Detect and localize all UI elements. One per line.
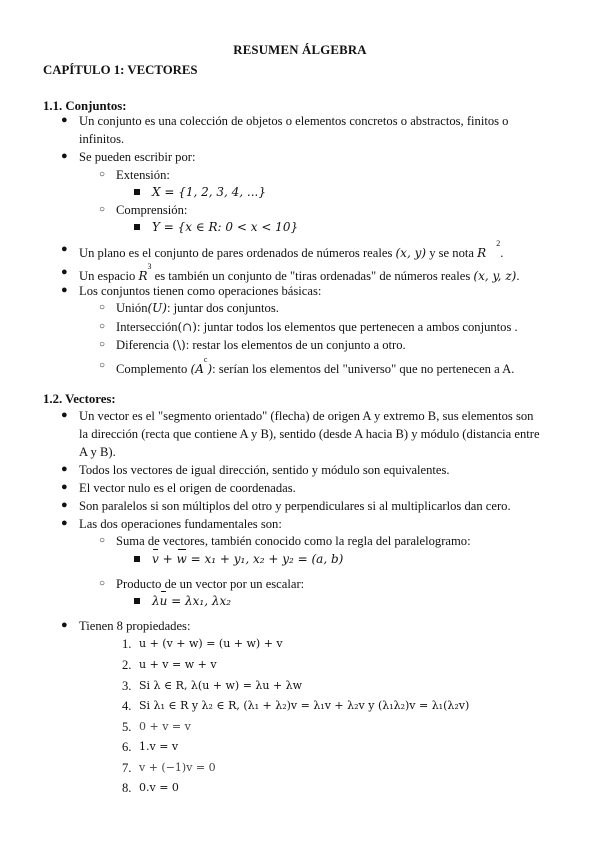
text: : restar los elementos de un conjunto a otro. — [185, 338, 406, 352]
list-item: Producto de un vector por un escalar: — [116, 577, 305, 591]
math-expression: X = {1, 2, 3, 4, ...} — [152, 185, 266, 199]
list-item: El vector nulo es el origen de coordenadas. — [79, 481, 296, 495]
text: Unión — [116, 301, 148, 315]
math-expression-sum — [152, 550, 343, 568]
list-item-complement — [116, 357, 514, 378]
math-expression-product — [152, 592, 231, 610]
vector-u: u — [159, 594, 168, 608]
section-heading-conjuntos: 1.1. Conjuntos: — [43, 99, 127, 113]
list-item: Suma de vectores, también conocido como la regla del paralelogramo: — [116, 534, 471, 548]
math-inline: (\) — [172, 338, 186, 352]
vector-w: w — [176, 552, 187, 566]
math-inline: (x, y) — [395, 246, 427, 261]
bullet-icon: ● — [61, 284, 68, 296]
property-text: v + (−1)v = 0 — [139, 761, 216, 774]
list-item-difference — [116, 336, 406, 354]
property-text: u + v = w + v — [139, 658, 217, 671]
bullet-icon: ● — [61, 499, 68, 511]
text: es también un conjunto de "tiras ordenadas" de números reales — [154, 269, 471, 284]
circle-bullet-icon: ○ — [99, 535, 106, 546]
bullet-icon: ● — [61, 114, 68, 126]
circle-bullet-icon: ○ — [99, 169, 106, 180]
list-item-continuation: la dirección (recta que contiene A y B), sentido (desde A hacia B) y módulo (distancia entre — [79, 427, 540, 441]
text: : serían los elementos del "universo" que no pertenecen a A. — [212, 362, 515, 377]
bullet-icon: ● — [61, 463, 68, 475]
plus-sign: + — [162, 552, 173, 566]
property-text: u + (v + w) = (u + w) + v — [139, 637, 283, 650]
list-item: Un vector es el "segmento orientado" (flecha) de origen A y extremo B, sus elementos son — [79, 409, 534, 423]
list-item: Todos los vectores de igual dirección, sentido y módulo son equivalentes. — [79, 463, 450, 477]
text: . — [500, 246, 504, 261]
property-number: 7. — [122, 761, 132, 775]
bullet-icon: ● — [61, 266, 68, 278]
circle-bullet-icon: ○ — [99, 204, 106, 215]
property-text: 0.v = 0 — [139, 781, 179, 794]
property-text: Si λ₁ ∈ R y λ₂ ∈ R, (λ₁ + λ₂)v = λ₁v + λ₂v y (λ₁λ₂)v = λ₁(λ₂v) — [139, 699, 470, 712]
bullet-icon: ● — [61, 409, 68, 421]
square-bullet-icon — [134, 598, 140, 604]
text: Diferencia — [116, 338, 170, 352]
list-item: Son paralelos si son múltiplos del otro y perpendiculares si al multiplicarlos dan cero. — [79, 499, 511, 513]
circle-bullet-icon: ○ — [99, 360, 106, 371]
lambda: λ — [152, 594, 160, 608]
list-item: Extensión: — [116, 168, 170, 182]
math-inline: R — [477, 246, 487, 261]
list-item: Un conjunto es una colección de objetos o elementos concretos o abstractos, finitos o — [79, 114, 509, 128]
math-inline: (A — [190, 362, 204, 377]
circle-bullet-icon: ○ — [99, 321, 106, 332]
text: y se nota — [429, 246, 474, 261]
property-text: 1.v = v — [139, 740, 179, 753]
property-text: 0 + v = v — [139, 720, 191, 733]
property-number: 1. — [122, 637, 132, 651]
math-inline: = x₁ + y₁, x₂ + y₂ = (a, b) — [190, 552, 344, 566]
list-item: Tienen 8 propiedades: — [79, 619, 191, 633]
property-number: 2. — [122, 658, 132, 672]
text: Un plano es el conjunto de pares ordenados de números reales — [79, 246, 393, 261]
square-bullet-icon — [134, 189, 140, 195]
math-inline: (x, y, z) — [473, 269, 517, 284]
list-item: Comprensión: — [116, 203, 188, 217]
list-item-continuation: infinitos. — [79, 132, 125, 146]
square-bullet-icon — [134, 556, 140, 562]
chapter-heading: CAPÍTULO 1: VECTORES — [43, 63, 198, 77]
bullet-icon: ● — [61, 243, 68, 255]
math-inline: ) — [207, 362, 213, 377]
property-number: 3. — [122, 679, 132, 693]
exponent: 3 — [147, 262, 152, 271]
property-number: 4. — [122, 699, 132, 713]
text: : juntar dos conjuntos. — [166, 301, 279, 315]
list-item: Las dos operaciones fundamentales son: — [79, 517, 282, 531]
list-item: Se pueden escribir por: — [79, 150, 196, 164]
property-number: 8. — [122, 781, 132, 795]
text: Intersección — [116, 320, 178, 334]
math-inline: (U) — [147, 301, 167, 315]
vector-v: v — [152, 552, 159, 566]
section-heading-vectores: 1.2. Vectores: — [43, 392, 116, 406]
list-item-continuation: A y B). — [79, 445, 116, 459]
document-title: RESUMEN ÁLGEBRA — [233, 43, 367, 57]
list-item: Los conjuntos tienen como operaciones básicas: — [79, 284, 322, 298]
circle-bullet-icon: ○ — [99, 302, 106, 313]
list-item — [79, 241, 503, 262]
math-inline: (∩) — [177, 320, 197, 334]
text: . — [516, 269, 520, 284]
math-expression: Y = {x ∈ R: 0 < x < 10} — [152, 220, 299, 234]
math-inline: = λx₁, λx₂ — [171, 594, 232, 608]
math-inline: R — [138, 269, 148, 284]
property-number: 5. — [122, 720, 132, 734]
bullet-icon: ● — [61, 517, 68, 529]
exponent: 2 — [496, 239, 501, 248]
square-bullet-icon — [134, 224, 140, 230]
exponent: c — [203, 355, 208, 364]
text: : juntar todos los elementos que pertenecen a ambos conjuntos . — [196, 320, 518, 334]
property-number: 6. — [122, 740, 132, 754]
circle-bullet-icon: ○ — [99, 578, 106, 589]
list-item-union — [116, 299, 279, 317]
bullet-icon: ● — [61, 619, 68, 631]
property-text: Si λ ∈ R, λ(u + w) = λu + λw — [139, 679, 303, 692]
list-item-intersection — [116, 318, 518, 336]
circle-bullet-icon: ○ — [99, 339, 106, 350]
text: Complemento — [116, 362, 188, 377]
bullet-icon: ● — [61, 481, 68, 493]
text: Un espacio — [79, 269, 136, 284]
bullet-icon: ● — [61, 150, 68, 162]
